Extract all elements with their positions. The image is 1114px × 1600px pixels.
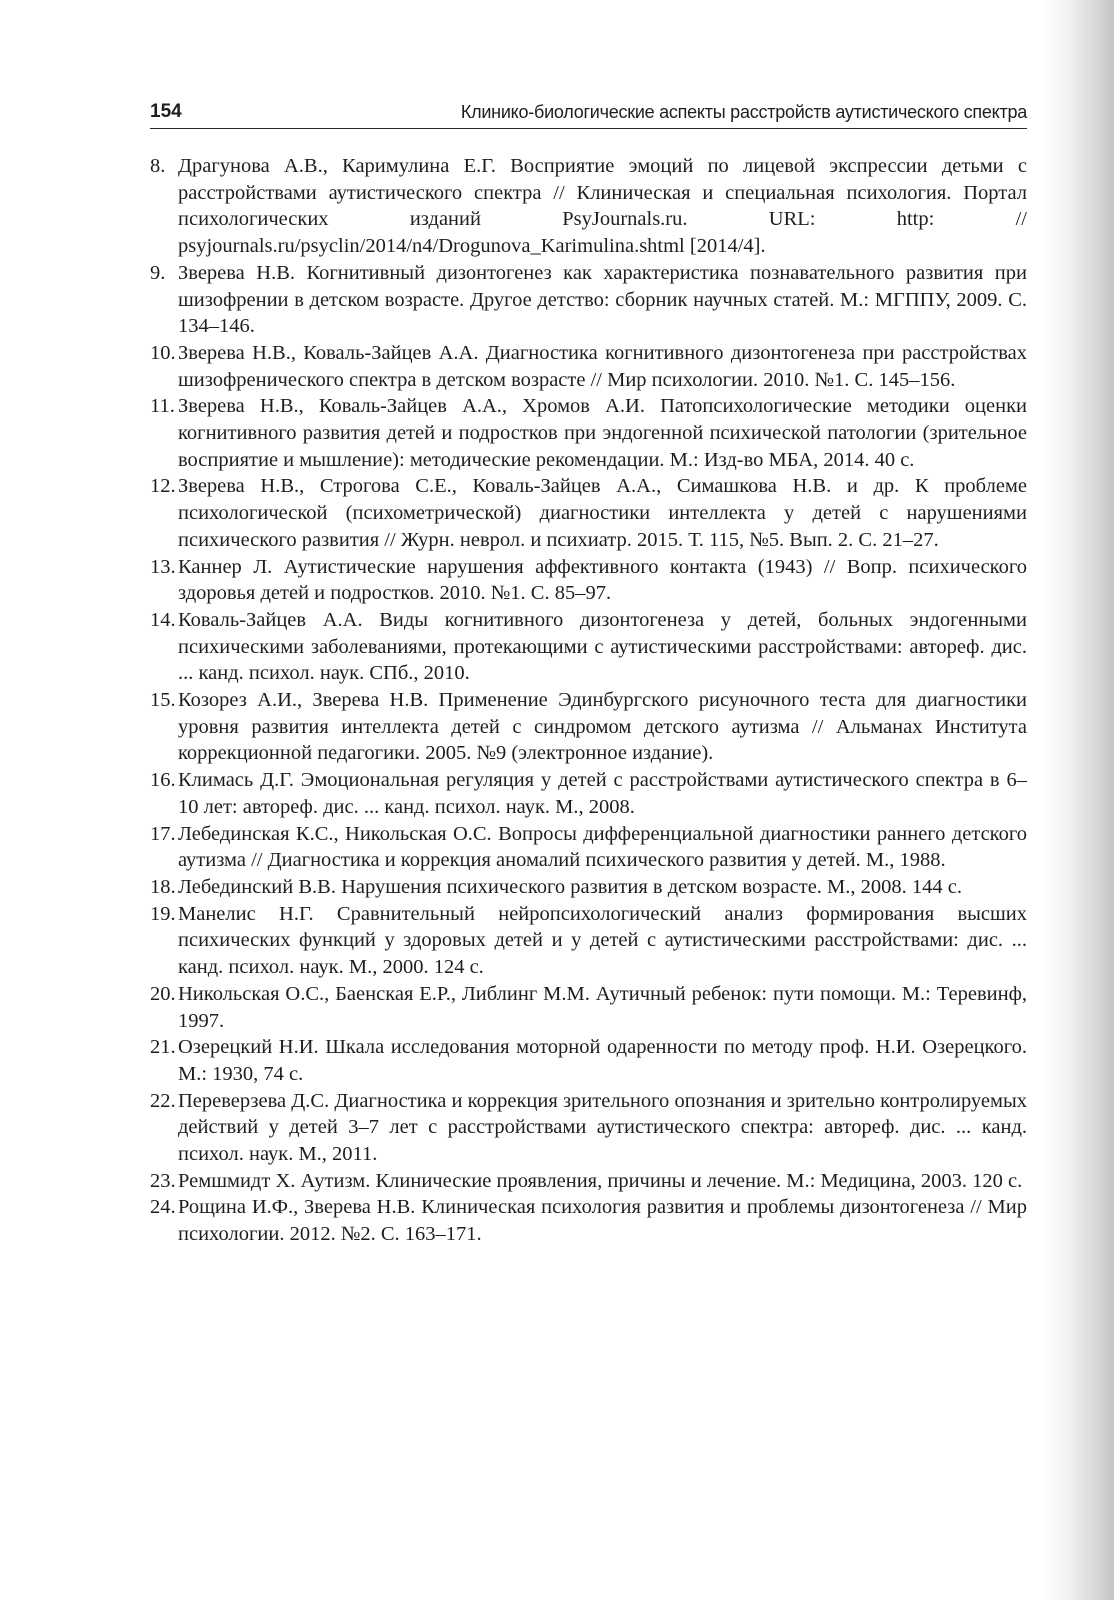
reference-text: Зверева Н.В., Строгова С.Е., Коваль-Зайцев А.А., Симашкова Н.В. и др. К проблеме психологической (психометрической) диагностики интеллекта у детей с нарушениями психического развития // Журн. неврол. и психиатр. 2015. Т. 115, №5. Вып. 2. С. 21–27.	[178, 475, 1027, 551]
reference-number: 22.	[150, 1089, 176, 1112]
reference-item	[150, 473, 1027, 553]
reference-item	[150, 1168, 1027, 1195]
reference-number: 21.	[150, 1036, 176, 1059]
reference-text: Переверзева Д.С. Диагностика и коррекция зрительного опознания и зрительно контролируемых действий у детей 3–7 лет с расстройствами аутистического спектра: автореф. дис. ... канд. психол. наук. М., 2011.	[178, 1089, 1027, 1166]
reference-item	[150, 1034, 1027, 1087]
reference-item	[150, 1088, 1027, 1168]
reference-item	[150, 393, 1027, 473]
reference-text: Зверева Н.В., Коваль-Зайцев А.А. Диагностика когнитивного дизонтогенеза при расстройствах шизофренического спектра в детском возрасте // Мир психологии. 2010. №1. С. 145–156.	[178, 341, 1027, 391]
reference-text: Драгунова А.В., Каримулина Е.Г. Восприятие эмоций по лицевой экспрессии детьми с расстройствами аутистического спектра // Клиническая и специальная психология. Портал психологических изданий PsyJournals.ru. URL: http: // psyjournals.ru/psyclin/2014/n4/Drogunova_Karimulina.shtml [2014/4].	[178, 155, 1027, 258]
reference-item	[150, 260, 1027, 340]
reference-number: 19.	[150, 902, 176, 925]
reference-number: 15.	[150, 689, 176, 712]
reference-item	[150, 607, 1027, 687]
reference-number: 23.	[150, 1169, 176, 1192]
reference-number: 14.	[150, 608, 176, 631]
running-title: Клинико-биологические аспекты расстройств аутистического спектра	[460, 102, 1027, 122]
reference-text: Лебединская К.С., Никольская О.С. Вопросы дифференциальной диагностики раннего детского аутизма // Диагностика и коррекция аномалий психического развития у детей. М., 1988.	[178, 822, 1027, 872]
reference-text: Никольская О.С., Баенская Е.Р., Либлинг М.М. Аутичный ребенок: пути помощи. М.: Теревинф, 1997.	[178, 982, 1027, 1032]
reference-number: 9.	[150, 261, 166, 284]
reference-list	[150, 153, 1027, 1248]
reference-number: 12.	[150, 475, 176, 498]
reference-item	[150, 874, 1027, 901]
page-number: 154	[150, 101, 182, 122]
reference-number: 18.	[150, 875, 176, 898]
reference-text: Климась Д.Г. Эмоциональная регуляция у детей с расстройствами аутистического спектра в 6–10 лет: автореф. дис. ... канд. психол. наук. М., 2008.	[178, 769, 1027, 818]
reference-number: 11.	[150, 395, 175, 418]
reference-number: 10.	[150, 341, 176, 364]
reference-text: Манелис Н.Г. Сравнительный нейропсихологический анализ формирования высших психических функций у здоровых детей и у детей с аутистическими расстройствами: дис. ... канд. психол. наук. М., 2000. 124 с.	[178, 902, 1027, 979]
reference-item	[150, 340, 1027, 393]
reference-item	[150, 153, 1027, 260]
reference-number: 16.	[150, 769, 176, 792]
reference-number: 13.	[150, 555, 176, 578]
reference-text: Козорез А.И., Зверева Н.В. Применение Эдинбургского рисуночного теста для диагностики уровня развития интеллекта детей с синдромом детского аутизма // Альманах Института коррекционной педагогики. 2005. №9 (электронное издание).	[178, 689, 1027, 765]
reference-item	[150, 767, 1027, 820]
reference-text: Ремшмидт Х. Аутизм. Клинические проявления, причины и лечение. М.: Медицина, 2003. 120 с.	[178, 1169, 1023, 1192]
reference-item	[150, 821, 1027, 874]
reference-item	[150, 1194, 1027, 1247]
running-header	[150, 100, 1027, 129]
reference-number: 24.	[150, 1196, 176, 1219]
reference-text: Каннер Л. Аутистические нарушения аффективного контакта (1943) // Вопр. психического здоровья детей и подростков. 2010. №1. С. 85–97.	[178, 555, 1027, 605]
reference-text: Зверева Н.В., Коваль-Зайцев А.А., Хромов А.И. Патопсихологические методики оценки когнитивного развития детей и подростков при эндогенной психической патологии (зрительное восприятие и мышление): методические рекомендации. М.: Изд-во МБА, 2014. 40 с.	[178, 395, 1027, 471]
reference-number: 8.	[150, 155, 166, 177]
reference-item	[150, 981, 1027, 1034]
reference-item	[150, 901, 1027, 981]
reference-item	[150, 554, 1027, 607]
reference-text: Зверева Н.В. Когнитивный дизонтогенез как характеристика познавательного развития при шизофрении в детском возрасте. Другое детство: сборник научных статей. М.: МГППУ, 2009. С. 134–146.	[178, 261, 1027, 338]
reference-item	[150, 687, 1027, 767]
reference-text: Коваль-Зайцев А.А. Виды когнитивного дизонтогенеза у детей, больных эндогенными психическими заболеваниями, протекающими с аутистическими расстройствами: автореф. дис. ... канд. психол. наук. СПб., 2010.	[178, 608, 1027, 685]
reference-number: 20.	[150, 982, 176, 1005]
reference-text: Рощина И.Ф., Зверева Н.В. Клиническая психология развития и проблемы дизонтогенеза // Мир психологии. 2012. №2. С. 163–171.	[178, 1196, 1027, 1246]
reference-text: Лебединский В.В. Нарушения психического развития в детском возрасте. М., 2008. 144 с.	[178, 875, 962, 898]
reference-text: Озерецкий Н.И. Шкала исследования моторной одаренности по методу проф. Н.И. Озерецкого. М.: 1930, 74 с.	[178, 1036, 1027, 1085]
reference-number: 17.	[150, 822, 176, 845]
